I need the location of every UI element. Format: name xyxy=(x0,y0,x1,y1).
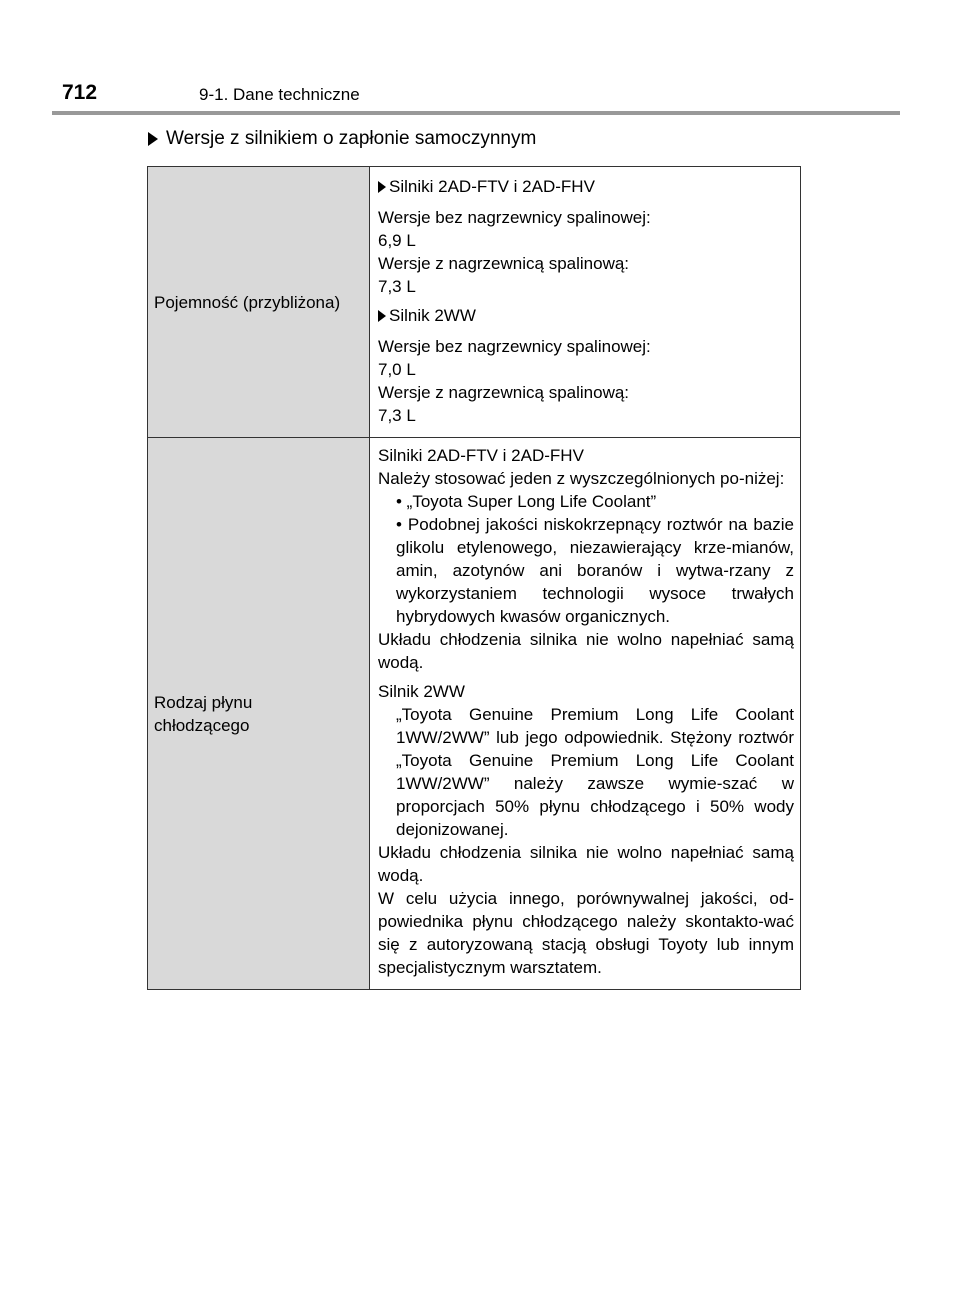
capacity-line: Wersje bez nagrzewnicy spalinowej: xyxy=(378,337,651,356)
engine-group-heading: Silniki 2AD-FTV i 2AD-FHV xyxy=(378,175,794,198)
table-row-capacity xyxy=(148,167,801,438)
spec-table xyxy=(147,166,801,990)
engine-name: Silnik 2WW xyxy=(378,682,465,701)
capacity-line: 7,0 L xyxy=(378,360,416,379)
section-subheading xyxy=(148,126,536,152)
capacity-line: 7,3 L xyxy=(378,277,416,296)
engine-group-heading: Silnik 2WW xyxy=(378,304,794,327)
capacity-line: Wersje z nagrzewnicą spalinową: xyxy=(378,383,630,402)
section-title: 9-1. Dane techniczne xyxy=(199,85,360,104)
capacity-line: 7,3 L xyxy=(378,406,416,425)
triangle-bullet-icon xyxy=(378,310,386,322)
coolant-intro: Należy stosować jeden z wyszczególnionych po-niżej: xyxy=(378,469,785,488)
header-divider xyxy=(52,111,900,115)
capacity-label: Pojemność (przybliżona) xyxy=(148,167,370,438)
coolant-warning: Układu chłodzenia silnika nie wolno napełniać samą wodą. xyxy=(378,843,794,885)
coolant-bullet: • „Toyota Super Long Life Coolant” xyxy=(396,492,657,511)
capacity-line: Wersje bez nagrzewnicy spalinowej: xyxy=(378,208,651,227)
coolant-label: Rodzaj płynu chłodzącego xyxy=(148,438,370,990)
coolant-value xyxy=(370,438,801,990)
coolant-note: W celu użycia innego, porównywalnej jakości, od-powiednika płynu chłodzącego należy skontakto-wać się z autoryzowaną stacją obsługi Toyoty lub innym specjalistycznym warsztatem. xyxy=(378,889,794,977)
capacity-value xyxy=(370,167,801,438)
triangle-bullet-icon xyxy=(378,181,386,193)
triangle-bullet-icon xyxy=(148,132,158,146)
page-number: 712 xyxy=(62,81,98,104)
coolant-spec-text: „Toyota Genuine Premium Long Life Coolant 1WW/2WW” lub jego odpowiednik. Stężony roztwór „Toyota Genuine Premium Long Life Coolant 1WW/2WW” należy zawsze wymie-szać w proporcjach 50% płynu chłodzącego i 50% wody dejonizowanej. xyxy=(396,705,794,839)
coolant-bullet: • Podobnej jakości niskokrzepnący roztwór na bazie glikolu etylenowego, niezawierający krze-mianów, amin, azotynów ani boranów i wytwa-rzany z wykorzystaniem technologii wysoce trwałych hybrydowych kwasów organicznych. xyxy=(396,515,794,626)
table-row-coolant xyxy=(148,438,801,990)
capacity-line: Wersje z nagrzewnicą spalinową: xyxy=(378,254,630,273)
engine-name: Silniki 2AD-FTV i 2AD-FHV xyxy=(378,446,584,465)
capacity-line: 6,9 L xyxy=(378,231,416,250)
coolant-warning: Układu chłodzenia silnika nie wolno napełniać samą wodą. xyxy=(378,630,794,672)
subheading-text: Wersje z silnikiem o zapłonie samoczynnym xyxy=(166,128,537,149)
